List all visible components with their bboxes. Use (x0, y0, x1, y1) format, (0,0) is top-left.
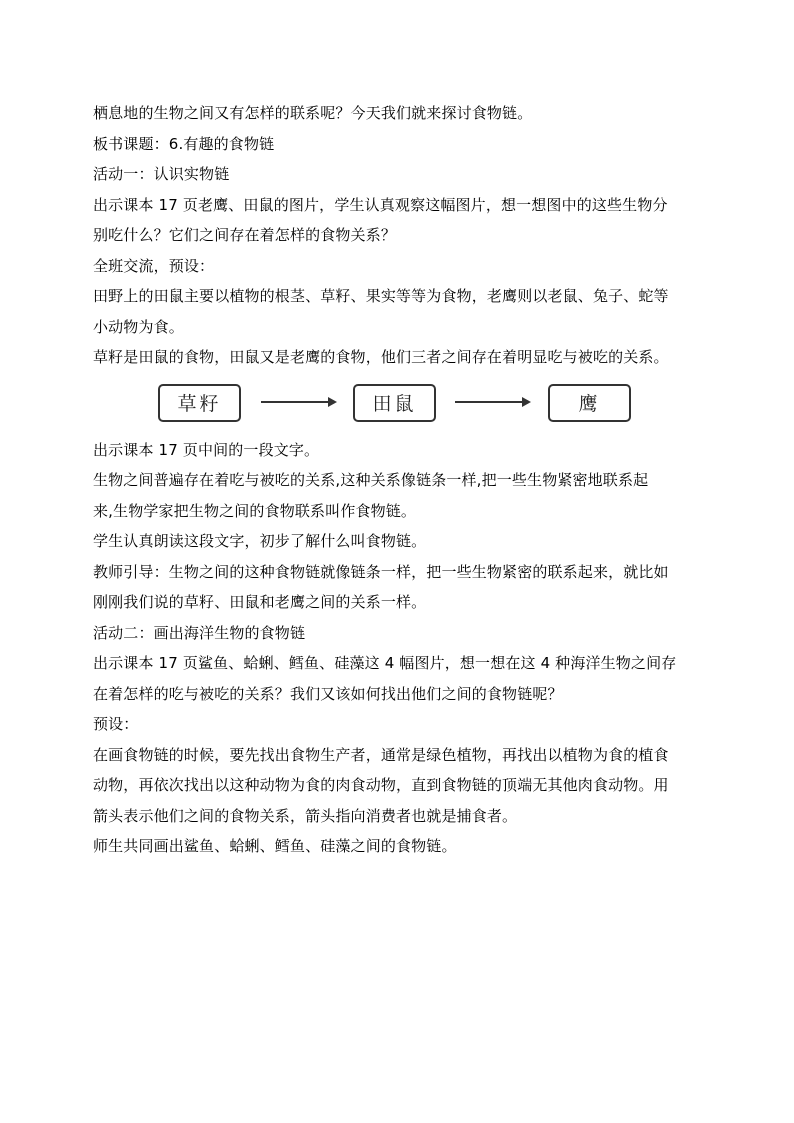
paragraph-line: 箭头表示他们之间的食物关系，箭头指向消费者也就是捕食者。 (93, 806, 518, 825)
paragraph-line: 小动物为食。 (93, 317, 184, 336)
arrow-right-icon (455, 401, 529, 403)
paragraph-line: 草籽是田鼠的食物，田鼠又是老鹰的食物，他们三者之间存在着明显吃与被吃的关系。 (93, 348, 669, 366)
food-chain-node-eagle: 鹰 (548, 384, 631, 422)
food-chain-node-field-mouse: 田鼠 (353, 384, 436, 422)
paragraph-line: 教师引导：生物之间的这种食物链就像链条一样，把一些生物紧密的联系起来，就比如 (93, 562, 669, 581)
food-chain-node-grass-seed: 草籽 (158, 384, 241, 422)
activity-two-heading: 活动二：画出海洋生物的食物链 (93, 623, 306, 642)
paragraph-line: 生物之间普遍存在着吃与被吃的关系,这种关系像链条一样,把一些生物紧密地联系起 (93, 471, 649, 489)
paragraph-line: 别吃什么？它们之间存在着怎样的食物关系？ (93, 226, 397, 244)
paragraph-line: 刚刚我们说的草籽、田鼠和老鹰之间的关系一样。 (93, 593, 427, 611)
paragraph-line: 学生认真朗读这段文字，初步了解什么叫食物链。 (93, 532, 427, 550)
paragraph-line: 师生共同画出鲨鱼、蛤蜊、鳕鱼、硅藻之间的食物链。 (93, 837, 457, 855)
paragraph-line: 出示课本 17 页老鹰、田鼠的图片，学生认真观察这幅图片，想一想图中的这些生物分 (93, 195, 668, 214)
arrow-right-icon (261, 401, 335, 403)
food-chain-diagram (93, 375, 705, 435)
paragraph-line: 出示课本 17 页中间的一段文字。 (93, 440, 320, 459)
paragraph-line: 动物，再依次找出以这种动物为食的肉食动物，直到食物链的顶端无其他肉食动物。用 (93, 776, 669, 794)
paragraph-line: 来,生物学家把生物之间的食物联系叫作食物链。 (93, 501, 417, 520)
paragraph-line: 田野上的田鼠主要以植物的根茎、草籽、果实等等为食物，老鹰则以老鼠、兔子、蛇等 (93, 287, 669, 305)
paragraph-line: 出示课本 17 页鲨鱼、蛤蜊、鳕鱼、硅藻这 4 幅图片，想一想在这 4 种海洋生物之间存 (93, 654, 677, 672)
paragraph-line: 在画食物链的时候，要先找出食物生产者，通常是绿色植物，再找出以植物为食的植食 (93, 745, 669, 764)
paragraph-line: 在着怎样的吃与被吃的关系？我们又该如何找出他们之间的食物链呢？ (93, 684, 563, 703)
activity-one-heading: 活动一：认识实物链 (93, 165, 230, 183)
paragraph-line: 全班交流，预设： (93, 256, 215, 275)
document-page (93, 98, 705, 862)
lesson-title-line: 板书课题：6.有趣的食物链 (93, 134, 275, 153)
paragraph-line: 栖息地的生物之间又有怎样的联系呢？今天我们就来探讨食物链。 (93, 104, 533, 122)
paragraph-line: 预设： (93, 715, 139, 733)
